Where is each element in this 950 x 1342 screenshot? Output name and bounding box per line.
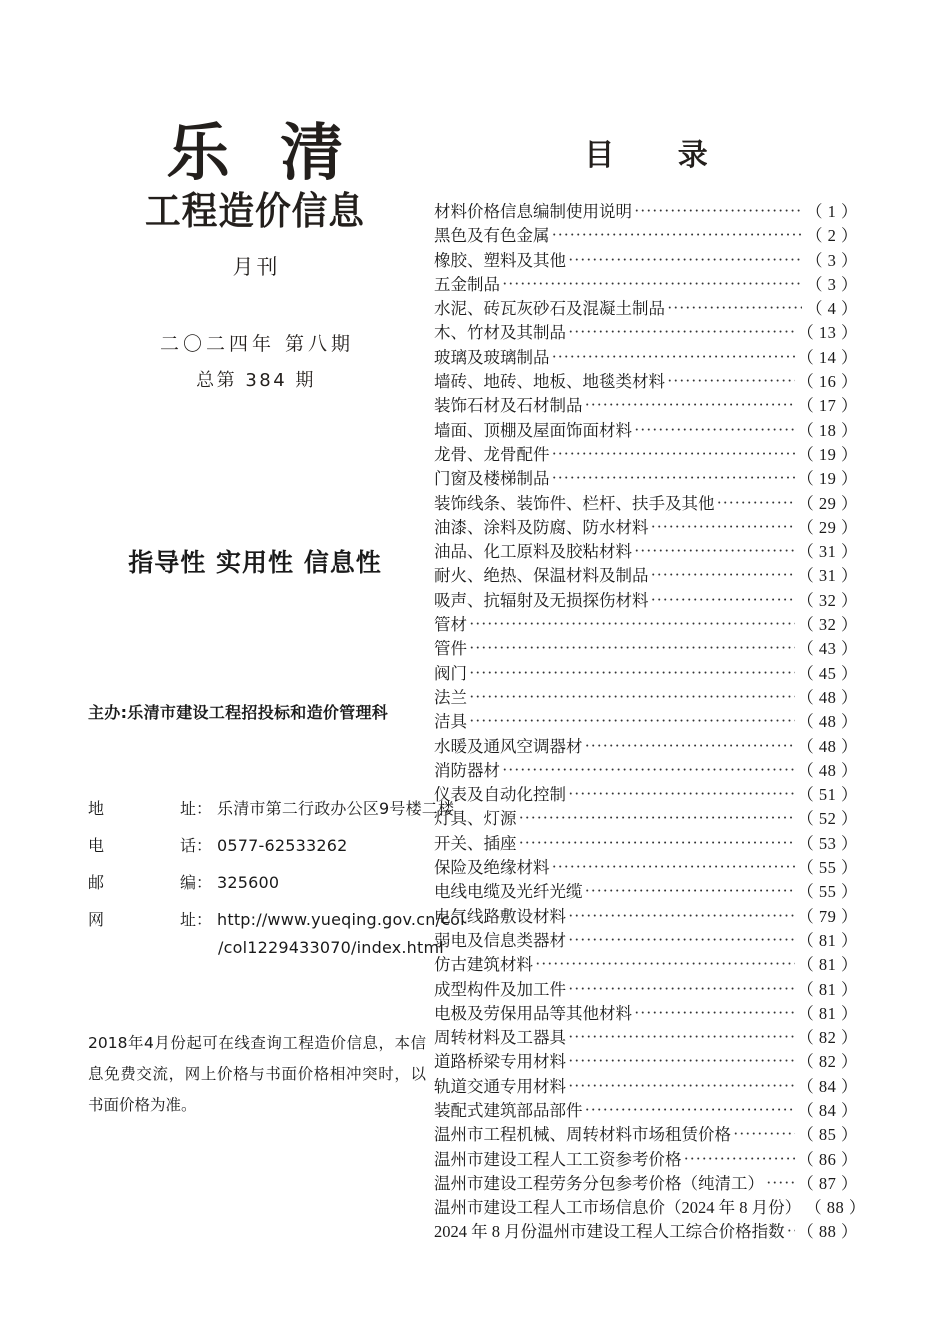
toc-entry-page-number: （ 45 ） [797, 663, 858, 683]
toc-entry[interactable] [434, 735, 858, 759]
toc-dot-leader [519, 831, 796, 855]
toc-entry-page-number: （ 29 ） [797, 493, 858, 513]
toc-dot-leader [585, 393, 796, 417]
contact-colon-website: 址： [180, 910, 213, 929]
toc-entry-label: 法兰 [434, 687, 467, 707]
toc-entry[interactable] [434, 613, 858, 637]
toc-dot-leader [568, 1049, 795, 1073]
issue-number: 二〇二四年 第八期 [159, 332, 355, 355]
toc-dot-leader [667, 296, 802, 320]
toc-dot-leader [585, 879, 796, 903]
toc-entry-label: 材料价格信息编制使用说明 [434, 202, 632, 221]
toc-dot-leader [585, 734, 796, 758]
toc-entry-label: 仿古建筑材料 [434, 955, 533, 975]
toc-entry-label: 轨道交通专用材料 [434, 1076, 566, 1096]
toc-dot-leader [568, 248, 802, 272]
toc-entry[interactable] [434, 1172, 858, 1196]
toc-entry-page-number: （ 88 ） [805, 1198, 866, 1218]
toc-entry-label: 管件 [434, 639, 467, 659]
contact-block [88, 796, 465, 957]
toc-entry[interactable] [434, 1148, 858, 1172]
toc-entry-page-number: （ 3 ） [806, 250, 858, 270]
toc-entry[interactable] [434, 370, 858, 394]
toc-entry[interactable] [434, 419, 858, 443]
toc-entry-page-number: （ 79 ） [797, 906, 858, 926]
toc-entry[interactable] [434, 978, 858, 1002]
contact-label-postcode: 邮 [88, 873, 133, 892]
journal-title: 乐 清 [166, 116, 358, 189]
toc-entry-page-number: （ 81 ） [797, 979, 858, 999]
toc-entry-page-number: （ 86 ） [797, 1149, 858, 1169]
toc-entry[interactable] [434, 1050, 858, 1074]
toc-dot-leader [667, 369, 795, 393]
toc-entry-label: 电线电缆及光纤光缆 [434, 882, 583, 902]
toc-dot-leader [552, 855, 796, 879]
toc-dot-leader [585, 1098, 796, 1122]
toc-entry-page-number: （ 14 ） [797, 347, 858, 367]
toc-entry[interactable] [434, 200, 858, 224]
contact-value-website[interactable]: http://www.yueqing.gov.cn/col [217, 910, 465, 929]
toc-entry-label: 周转材料及工器具 [434, 1028, 566, 1048]
toc-entry-label: 道路桥梁专用材料 [434, 1052, 566, 1072]
toc-entry-page-number: （ 55 ） [797, 882, 858, 902]
toc-entry-label: 木、竹材及其制品 [434, 323, 566, 343]
toc-entry[interactable] [434, 662, 858, 686]
toc-dot-leader [469, 612, 795, 636]
toc-entry[interactable] [434, 492, 858, 516]
toc-entry-label: 黑色及有色金属 [434, 226, 550, 246]
toc-dot-leader [787, 1219, 796, 1243]
toc-entry-page-number: （ 53 ） [797, 833, 858, 853]
toc-dot-leader [502, 758, 795, 782]
toc-entry-page-number: （ 13 ） [797, 323, 858, 343]
toc-entry-label: 阀门 [434, 663, 467, 683]
toc-entry-label: 消防器材 [434, 760, 500, 780]
toc-entry[interactable] [434, 832, 858, 856]
toc-entry-page-number: （ 84 ） [797, 1076, 858, 1096]
toc-entry-label: 仪表及自动化控制 [434, 785, 566, 805]
toc-entry-label: 保险及绝缘材料 [434, 858, 550, 878]
toc-entry[interactable] [434, 1099, 858, 1123]
toc-dot-leader [651, 515, 796, 539]
toc-entry-page-number: （ 2 ） [806, 226, 858, 246]
toc-entry-label: 玻璃及玻璃制品 [434, 347, 550, 367]
total-issue-number: 总第 384 期 [196, 369, 316, 391]
contact-value-phone: 0577-62533262 [217, 836, 348, 855]
toc-entry-page-number: （ 81 ） [797, 930, 858, 950]
toc-dot-leader [568, 1074, 795, 1098]
masthead [80, 116, 430, 402]
contact-colon-phone: 话： [180, 836, 213, 855]
toc-dot-leader [634, 539, 795, 563]
toc-entry-page-number: （ 48 ） [797, 760, 858, 780]
toc-dot-leader [469, 685, 795, 709]
journal-subtitle: 工程造价信息 [145, 189, 365, 234]
contact-colon-postcode: 编： [180, 873, 213, 892]
toc-entry[interactable] [434, 710, 858, 734]
toc-entry-page-number: （ 87 ） [797, 1173, 858, 1193]
toc-entry[interactable] [434, 953, 858, 977]
toc-entry-page-number: （ 84 ） [797, 1100, 858, 1120]
toc-dot-leader [552, 466, 796, 490]
slogan: 指导性 实用性 信息性 [128, 548, 382, 577]
toc-dot-leader [733, 1122, 795, 1146]
toc-dot-leader [552, 223, 803, 247]
toc-entry-page-number: （ 82 ） [797, 1028, 858, 1048]
contact-row-postcode [88, 870, 450, 893]
toc-entry-page-number: （ 31 ） [797, 566, 858, 586]
toc-entry-page-number: （ 32 ） [797, 615, 858, 635]
toc-entry-label: 温州市建设工程劳务分包参考价格（纯清工） [434, 1173, 764, 1193]
toc-entry-page-number: （ 18 ） [797, 420, 858, 440]
toc-entry[interactable] [434, 637, 858, 661]
toc-entry[interactable] [434, 249, 858, 273]
toc-entry[interactable] [434, 540, 858, 564]
issue-block [80, 329, 430, 392]
toc-dot-leader [469, 661, 795, 685]
toc-entry[interactable] [434, 880, 858, 904]
toc-entry[interactable] [434, 589, 858, 613]
toc-entry[interactable] [434, 467, 858, 491]
sponsor-line: 主办:乐清市建设工程招投标和造价管理科 [88, 703, 389, 722]
toc-entry-label: 温州市建设工程人工工资参考价格 [434, 1149, 682, 1169]
toc-dot-leader [568, 977, 795, 1001]
toc-entry-label: 水泥、砖瓦灰砂石及混凝土制品 [434, 299, 665, 319]
toc-entry-label: 开关、插座 [434, 833, 517, 853]
toc-entry[interactable] [434, 1075, 858, 1099]
toc-entry-page-number: （ 88 ） [797, 1222, 858, 1242]
toc-entry[interactable] [434, 759, 858, 783]
toc-entry[interactable] [434, 273, 858, 297]
contact-colon-address: 址： [180, 799, 213, 818]
toc-entry-page-number: （ 3 ） [806, 274, 858, 294]
toc-entry-label: 装饰石材及石材制品 [434, 396, 583, 416]
toc-entry-page-number: （ 31 ） [797, 542, 858, 562]
toc-entry-label: 弱电及信息类器材 [434, 930, 566, 950]
toc-entry-label: 温州市建设工程人工市场信息价（2024 年 8 月份） [434, 1198, 802, 1218]
online-query-notice: 2018年4月份起可在线查询工程造价信息，本信息免费交流，网上价格与书面价格相冲突时，以书面价格为准。 [88, 1034, 426, 1114]
toc-dot-leader [469, 636, 795, 660]
toc-entry-label: 灯具、灯源 [434, 809, 517, 829]
toc-entry-page-number: （ 29 ） [797, 517, 858, 537]
toc-entry[interactable] [434, 321, 858, 345]
toc-entry[interactable] [434, 224, 858, 248]
toc-entry-page-number: （ 19 ） [797, 469, 858, 489]
toc-entry-label: 耐火、绝热、保温材料及制品 [434, 566, 649, 586]
toc-dot-leader [519, 806, 796, 830]
toc-entry-page-number: （ 52 ） [797, 809, 858, 829]
contact-label-website: 网 [88, 910, 139, 929]
toc-entry[interactable] [434, 346, 858, 370]
toc-entry-label: 橡胶、塑料及其他 [434, 250, 566, 270]
toc-entry-page-number: （ 43 ） [797, 639, 858, 659]
toc-entry[interactable] [434, 807, 858, 831]
toc-entry[interactable] [434, 686, 858, 710]
toc-entry-page-number: （ 17 ） [797, 396, 858, 416]
toc-dot-leader [766, 1171, 795, 1195]
contact-row-phone [88, 833, 450, 856]
toc-dot-leader [502, 272, 802, 296]
toc-dot-leader [651, 563, 796, 587]
toc-entry-page-number: （ 51 ） [797, 785, 858, 805]
toc-dot-leader [535, 952, 795, 976]
toc-entry-label: 成型构件及加工件 [434, 979, 566, 999]
toc-entry[interactable] [434, 297, 858, 321]
contact-label-address: 地 [88, 799, 133, 818]
toc-entry[interactable] [434, 1123, 858, 1147]
toc-entry[interactable] [434, 1002, 858, 1026]
journal-periodicity: 月刊 [232, 254, 281, 279]
toc-entry-label: 吸声、抗辐射及无损探伤材料 [434, 590, 649, 610]
contact-value-postcode: 325600 [217, 873, 280, 892]
toc-dot-leader [568, 1025, 795, 1049]
toc-entry-label: 油漆、涂料及防腐、防水材料 [434, 517, 649, 537]
toc-entry[interactable] [434, 394, 858, 418]
toc-entry-label: 油品、化工原料及胶粘材料 [434, 542, 632, 562]
toc-entry-label: 装配式建筑部品部件 [434, 1100, 583, 1120]
toc-entry-label: 2024 年 8 月份温州市建设工程人工综合价格指数 [434, 1222, 785, 1242]
toc-entry[interactable] [434, 905, 858, 929]
toc-entry-label: 电极及劳保用品等其他材料 [434, 1003, 632, 1023]
toc-entry-page-number: （ 19 ） [797, 444, 858, 464]
toc-dot-leader [634, 199, 802, 223]
toc-entry[interactable] [434, 1026, 858, 1050]
toc-entry[interactable] [434, 564, 858, 588]
toc-entry-label: 管材 [434, 615, 467, 635]
toc-entry-page-number: （ 1 ） [806, 202, 858, 221]
toc-dot-leader [552, 345, 796, 369]
toc-entry[interactable] [434, 1196, 866, 1220]
table-of-contents [434, 130, 866, 1245]
toc-entry-label: 墙面、顶棚及屋面饰面材料 [434, 420, 632, 440]
contact-row-address [88, 796, 455, 819]
toc-entry[interactable] [434, 783, 858, 807]
toc-entry-page-number: （ 32 ） [797, 590, 858, 610]
toc-list [434, 200, 866, 1245]
toc-entry-label: 墙砖、地砖、地板、地毯类材料 [434, 372, 665, 392]
toc-entry-page-number: （ 48 ） [797, 712, 858, 732]
contact-value-website-continued[interactable]: /col1229433070/index.html [218, 938, 444, 957]
toc-entry[interactable] [434, 856, 858, 880]
toc-entry-label: 五金制品 [434, 274, 500, 294]
toc-entry-page-number: （ 4 ） [806, 299, 858, 319]
toc-entry-page-number: （ 55 ） [797, 858, 858, 878]
toc-entry-label: 温州市工程机械、周转材料市场租赁价格 [434, 1125, 731, 1145]
toc-entry-label: 装饰线条、装饰件、栏杆、扶手及其他 [434, 493, 715, 513]
toc-dot-leader [568, 928, 795, 952]
toc-entry-page-number: （ 16 ） [797, 372, 858, 392]
toc-heading: 目 录 [584, 139, 736, 172]
toc-entry[interactable] [434, 443, 858, 467]
toc-dot-leader [634, 418, 795, 442]
toc-dot-leader [651, 588, 796, 612]
toc-dot-leader [568, 904, 795, 928]
toc-entry-page-number: （ 81 ） [797, 955, 858, 975]
toc-entry-label: 电气线路敷设材料 [434, 906, 566, 926]
toc-entry[interactable] [434, 929, 858, 953]
toc-dot-leader [568, 320, 795, 344]
toc-dot-leader [684, 1147, 796, 1171]
toc-dot-leader [552, 442, 796, 466]
contact-row-website [88, 907, 465, 930]
toc-entry-label: 门窗及楼梯制品 [434, 469, 550, 489]
toc-entry-page-number: （ 82 ） [797, 1052, 858, 1072]
toc-dot-leader [717, 491, 796, 515]
toc-dot-leader [634, 1001, 795, 1025]
toc-entry-label: 水暖及通风空调器材 [434, 736, 583, 756]
contact-value-address: 乐清市第二行政办公区9号楼二楼 [217, 799, 455, 818]
toc-entry-page-number: （ 48 ） [797, 687, 858, 707]
toc-dot-leader [568, 782, 795, 806]
contact-label-phone: 电 [88, 836, 133, 855]
toc-entry-label: 龙骨、龙骨配件 [434, 444, 550, 464]
toc-entry-page-number: （ 81 ） [797, 1003, 858, 1023]
toc-entry-page-number: （ 48 ） [797, 736, 858, 756]
toc-entry[interactable] [434, 516, 858, 540]
toc-dot-leader [469, 709, 795, 733]
toc-entry-page-number: （ 85 ） [797, 1125, 858, 1145]
toc-entry[interactable] [434, 1220, 858, 1244]
toc-entry-label: 洁具 [434, 712, 467, 732]
